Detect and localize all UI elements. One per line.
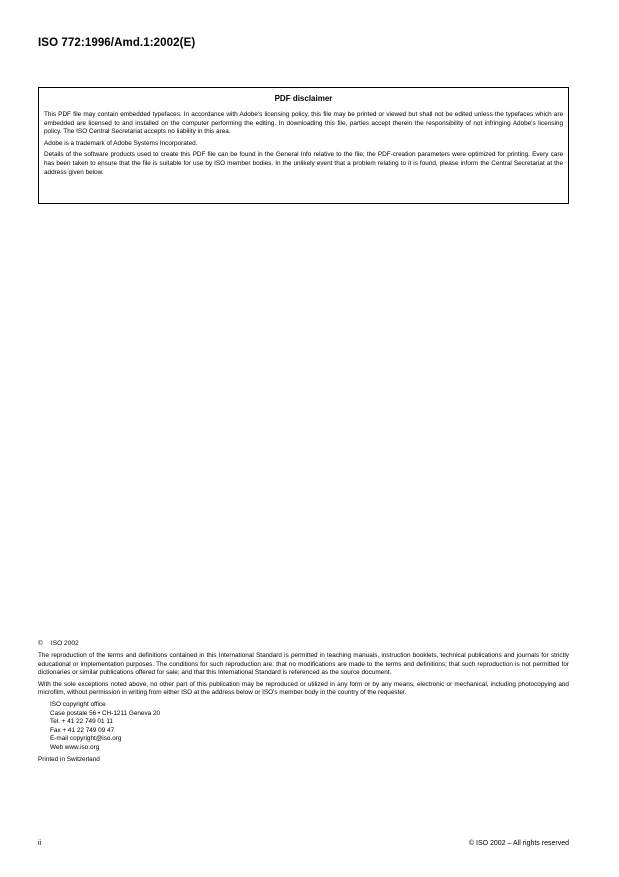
pdf-disclaimer-box [38,87,569,204]
copyright-paragraph: The reproduction of the terms and definitions contained in this International Standard is permitted in teaching manuals, instruction booklets, technical publications and journals for strictly educational or implementation purposes. The conditions for such reproduction are: that no modifications are made to the terms and definitions; that such reproduction is not permitted for dictionaries or similar publications offered for sale; and that this International Standard is referenced as the source document. [38,652,569,677]
copyright-paragraph: With the sole exceptions noted above, no other part of this publication may be reproduced or utilized in any form or by any means, electronic or mechanical, including photocopying and microfilm, without permission in writing from either ISO at the address below or ISO's member body in the country of the requester. [38,680,569,697]
printed-in: Printed in Switzerland [38,755,100,763]
copyright-symbol: © [38,640,43,647]
page-number: ii [38,840,42,847]
iso-address-block [50,701,569,753]
disclaimer-title: PDF disclaimer [274,94,333,103]
disclaimer-paragraph: This PDF file may contain embedded typefaces. In accordance with Adobe's licensing policy, this file may be printed or viewed but shall not be edited unless the typefaces which are embedded are licensed to and installed on the computer performing the editing. In downloading this file, parties accept therein the responsibility of not infringing Adobe's licensing policy. The ISO Central Secretariat accepts no liability in this area. [44,111,563,136]
disclaimer-paragraph: Details of the software products used to create this PDF file can be found in the General Info relative to the file; the PDF-creation parameters were optimized for printing. Every care has been taken to ensure that the file is suitable for use by ISO member bodies. In the unlikely event that a problem relating to it is found, please inform the Central Secretariat at the address given below. [44,151,563,176]
address-line: Case postale 56 • CH-1211 Geneva 20 [50,709,161,717]
copyright-section [38,640,569,763]
address-line: Fax + 41 22 749 09 47 [50,726,115,734]
disclaimer-paragraph: Adobe is a trademark of Adobe Systems Incorporated. [44,139,198,147]
document-id: ISO 772:1996/Amd.1:2002(E) [38,37,196,49]
address-line: ISO copyright office [50,700,106,708]
address-line: E-mail copyright@iso.org [50,735,122,743]
address-line: Web www.iso.org [50,743,100,751]
footer-rights: © ISO 2002 – All rights reserved [468,840,569,847]
copyright-line [38,640,569,647]
address-line: Tel. + 41 22 749 01 11 [50,718,113,726]
copyright-year: ISO 2002 [50,640,79,647]
